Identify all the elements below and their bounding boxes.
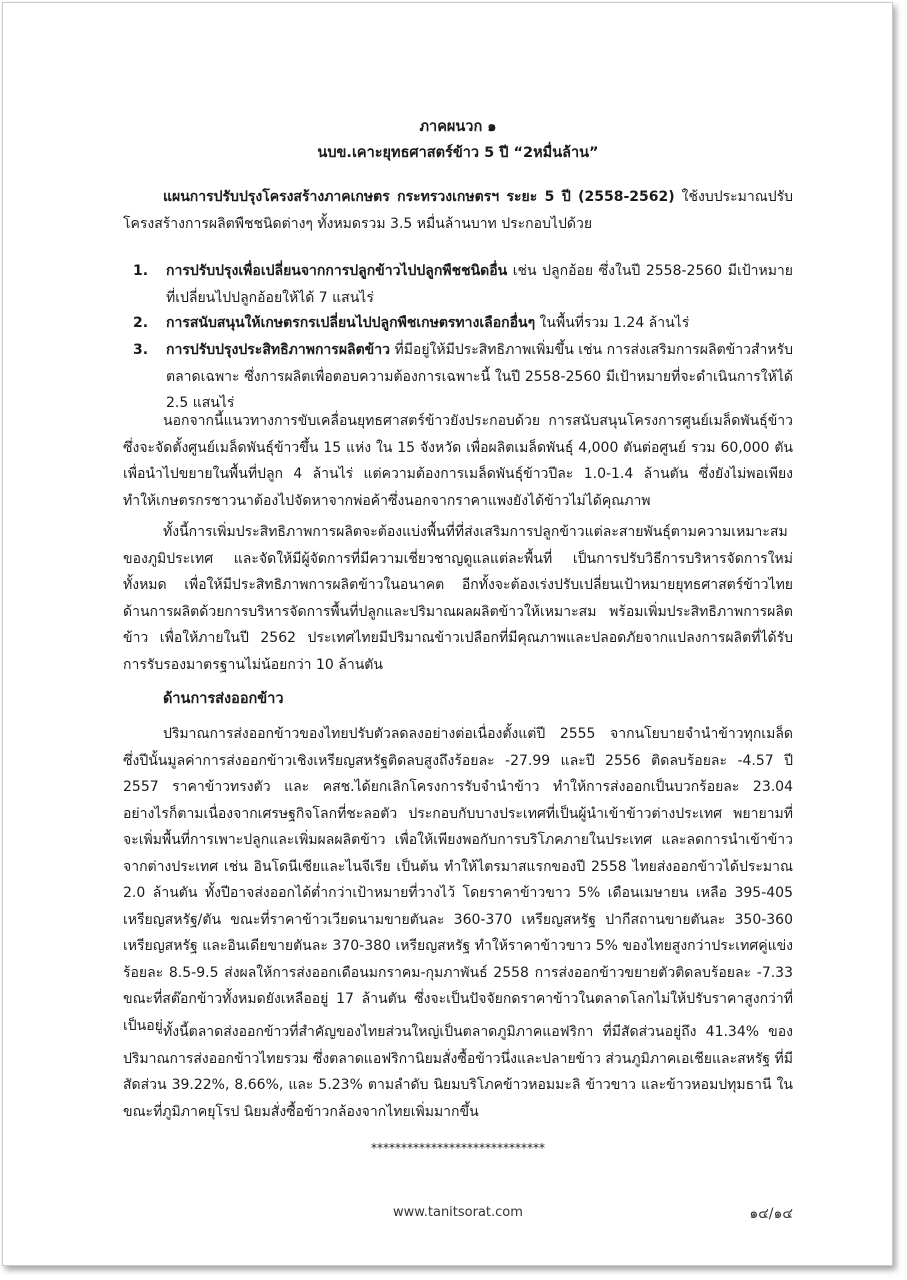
footer-url: www.tanitsorat.com: [393, 1205, 523, 1220]
list-item-2: [166, 310, 793, 337]
intro-paragraph: [123, 184, 793, 237]
intro-text: ใช้งบประมาณปรับโครงสร้างการผลิตพืชชนิดต่างๆ ทั้งหมดรวม 3.5 หมื่นล้านบาท ประกอบไปด้วย: [123, 189, 794, 232]
item-text-3: ที่มีอยู่ให้มีประสิทธิภาพเพิ่มขึ้น เช่น การส่งเสริมการผลิตข้าวสำหรับตลาดเฉพาะ ซึ่งการผลิตเพื่อตอบความต้องการเฉพาะนี้ ในปี 2558-2560 มีเป้าหมายที่จะดำเนินการให้ได้ 2.5 แสนไร่: [166, 342, 793, 411]
item-number-3: 3.: [133, 342, 149, 358]
document-page: [2, 2, 893, 1266]
paragraph-seed-centers-text: นอกจากนี้แนวทางการขับเคลื่อนยุทธศาสตร์ข้าวยังประกอบด้วย การสนับสนุนโครงการศูนย์เมล็ดพันธุ์ข้าว ซึ่งจะจัดตั้งศูนย์เมล็ดพันธุ์ข้าวขึ้น 15 แห่ง ใน 15 จังหวัด เพื่อผลิตเมล็ดพันธุ์ 4,000 ตันต่อศูนย์ รวม 60,000 ตัน เพื่อนำไปขยายในพื้นที่ปลูก 4 ล้านไร่ แต่ความต้องการเมล็ดพันธุ์ข้าวปีละ 1.0-1.4 ล้านตัน ซึ่งยังไม่พอเพียง ทำให้เกษตรกรชาวนาต้องไปจัดหาจากพ่อค้าซึ่งนอกจากราคาแพงยังได้ข้าวไม่ได้คุณภาพ: [123, 413, 793, 509]
paragraph-efficiency-text: ทั้งนี้การเพิ่มประสิทธิภาพการผลิตจะต้องแบ่งพื้นที่ที่ส่งเสริมการปลูกข้าวแต่ละสายพันธุ์ตามความเหมาะสมของภูมิประเทศ และจัดให้มีผู้จัดการที่มีความเชี่ยวชาญดูแลแต่ละพื้นที่ เป็นการปรับวิธีการบริหารจัดการใหม่ทั้งหมด เพื่อให้มีประสิทธิภาพการผลิตข้าวในอนาคต อีกทั้งจะต้องเร่งปรับเปลี่ยนเป้าหมายยุทธศาสตร์ข้าวไทย ด้านการผลิตด้วยการบริหารจัดการพื้นที่ปลูกและปริมาณผลผลิตข้าวให้เหมาะสม พร้อมเพิ่มประสิทธิภาพการผลิตข้าว เพื่อให้ภายในปี 2562 ประเทศไทยมีปริมาณข้าวเปลือกที่มีคุณภาพและปลอดภัยจากแปลงการผลิตที่ได้รับการรับรองมาตรฐานไม่น้อยกว่า 10 ล้านตัน: [123, 524, 793, 673]
separator-stars: *****************************: [371, 1141, 545, 1155]
item-bold-2: การสนับสนุนให้เกษตรกรเปลี่ยนไปปลูกพืชเกษตรทางเลือกอื่นๆ: [166, 315, 536, 331]
item-bold-3: การปรับปรุงประสิทธิภาพการผลิตข้าว: [166, 342, 390, 358]
item-number-2: 2.: [133, 315, 149, 331]
item-number-1: 1.: [133, 263, 149, 279]
item-text-1: เช่น ปลูกอ้อย ซึ่งในปี 2558-2560 มีเป้าหมายที่เปลี่ยนไปปลูกอ้อยให้ได้ 7 แสนไร่: [166, 263, 793, 306]
section-heading-export: ด้านการส่งออกข้าว: [163, 691, 284, 707]
item-bold-1: การปรับปรุงเพื่อเปลี่ยนจากการปลูกข้าวไปปลูกพืชชนิดอื่น: [166, 263, 508, 279]
intro-bold: แผนการปรับปรุงโครงสร้างภาคเกษตร กระทรวงเกษตรฯ ระยะ 5 ปี (2558-2562): [163, 189, 675, 205]
paragraph-export: [123, 721, 793, 1039]
list-item-3: [166, 337, 793, 417]
document-title: นบข.เคาะยุทธศาสตร์ข้าว 5 ปี “2หมื่นล้าน”: [317, 145, 599, 161]
appendix-title: ภาคผนวก ๑: [419, 119, 497, 135]
paragraph-markets-text: ทั้งนี้ตลาดส่งออกข้าวที่สำคัญของไทยส่วนใหญ่เป็นตลาดภูมิภาคแอฟริกา ที่มีสัดส่วนอยู่ถึง 41.34% ของปริมาณการส่งออกข้าวไทยรวม ซึ่งตลาดแอฟริกานิยมสั่งซื้อข้าวนึ่งและปลายข้าว ส่วนภูมิภาคเอเชียและสหรัฐ ที่มีสัดส่วน 39.22%, 8.66%, และ 5.23% ตามลำดับ นิยมบริโภคข้าวหอมมะลิ ข้าวขาว และข้าวหอมปทุมธานี ในขณะที่ภูมิภาคยุโรป นิยมสั่งซื้อข้าวกล้องจากไทยเพิ่มมากขึ้น: [123, 1024, 794, 1120]
item-text-2: ในพื้นที่รวม 1.24 ล้านไร่: [535, 315, 690, 331]
paragraph-efficiency: [123, 519, 793, 678]
paragraph-seed-centers: [123, 408, 793, 514]
paragraph-markets: [123, 1019, 793, 1125]
footer-page-number: ๑๔/๑๔: [749, 1206, 793, 1222]
list-item-1: [166, 258, 793, 311]
paragraph-export-text: ปริมาณการส่งออกข้าวของไทยปรับตัวลดลงอย่างต่อเนื่องตั้งแต่ปี 2555 จากนโยบายจำนำข้าวทุกเมล็ด ซึ่งปีนั้นมูลค่าการส่งออกข้าวเชิงเหรียญสหรัฐติดลบสูงถึงร้อยละ -27.99 และปี 2556 ติดลบร้อยละ -4.57 ปี 2557 ราคาข้าวทรงตัว และ คสช.ได้ยกเลิกโครงการรับจำนำข้าว ทำให้การส่งออกเป็นบวกร้อยละ 23.04 อย่างไรก็ตามเนื่องจากเศรษฐกิจโลกที่ชะลอตัว ประกอบกับบางประเทศที่เป็นผู้นำเข้าข้าวต่างประเทศ พยายามที่จะเพิ่มพื้นที่การเพาะปลูกและเพิ่มผลผลิตข้าว เพื่อให้เพียงพอกับการบริโภคภายในประเทศ และลดการนำเข้าข้าวจากต่างประเทศ เช่น อินโดนีเซียและไนจีเรีย เป็นต้น ทำให้ไตรมาสแรกของปี 2558 ไทยส่งออกข้าวได้ประมาณ 2.0 ล้านตัน ทั้งปีอาจส่งออกได้ต่ำกว่าเป้าหมายที่วางไว้ โดยราคาข้าวขาว 5% เดือนเมษายน เหลือ 395-405 เหรียญสหรัฐ/ตัน ขณะที่ราคาข้าวเวียดนามขายตันละ 360-370 เหรียญสหรัฐ ปากีสถานขายตันละ 350-360 เหรียญสหรัฐ และอินเดียขายตันละ 370-380 เหรียญสหรัฐ ทำให้ราคาข้าวขาว 5% ของไทยสูงกว่าประเทศคู่แข่งร้อยละ 8.5-9.5 ส่งผลให้การส่งออกเดือนมกราคม-กุมภาพันธ์ 2558 การส่งออกข้าวขยายตัวติดลบร้อยละ -7.33 ขณะที่สต๊อกข้าวทั้งหมดยังเหลืออยู่ 17 ล้านตัน ซึ่งจะเป็นปัจจัยกดราคาข้าวในตลาดโลกไม่ให้ปรับราคาสูงกว่าที่เป็นอยู่: [123, 726, 793, 1034]
